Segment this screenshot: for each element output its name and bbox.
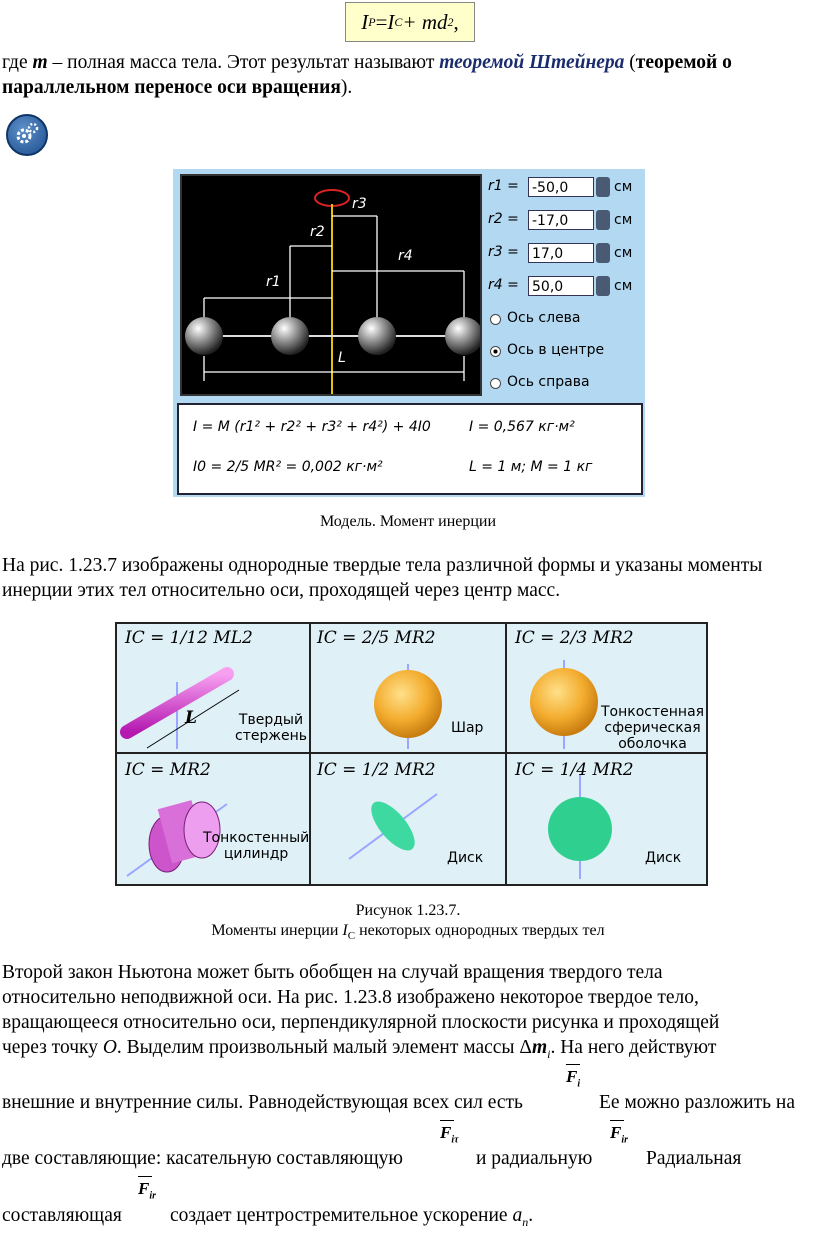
rod-label: Твердый стержень	[235, 712, 307, 744]
formula-I: I = M (r1² + r2² + r3² + r4²) + 4I0	[193, 419, 431, 435]
vector-Fit: $F_{i\tau}$	[440, 1116, 459, 1145]
dim-r4-label: r4	[398, 248, 413, 264]
result-L-M: L = 1 м; M = 1 кг	[469, 459, 593, 475]
vector-Fi: $F_i$	[566, 1060, 580, 1089]
radio-axis-right-label: Ось справа	[507, 374, 590, 390]
vector-Fir: $F_{ir}$	[610, 1116, 628, 1145]
radio-axis-center-label: Ось в центре	[507, 342, 605, 358]
r3-label: r3 =	[488, 244, 519, 260]
para3-line7b: создает центростремительное ускорение $a_n$.	[170, 1205, 534, 1229]
para3-line6c: Радиальная	[646, 1148, 742, 1169]
figure-caption-title: Рисунок 1.23.7.	[355, 902, 461, 919]
r3-stepper[interactable]	[596, 243, 610, 263]
para3-line4: через точку O. Выделим произвольный малый элемент массы $\Delta m_i$. На него действуют	[2, 1037, 717, 1061]
para3-line3: вращающееся относительно оси, перпендикулярной плоскости рисунка и проходящей	[2, 1012, 720, 1033]
figure-caption-text: Моменты инерции $I_C$ некоторых однородных твердых тел	[211, 922, 605, 943]
ball-formula: IC = 2/5 MR2	[317, 628, 436, 648]
para3-line1: Второй закон Ньютона может быть обобщен на случай вращения твердого тела	[2, 962, 663, 983]
r4-unit: см	[614, 278, 633, 294]
disk1-label: Диск	[447, 850, 484, 866]
steiner-formula: I P = I C + md 2 ,	[345, 2, 475, 42]
radio-axis-right[interactable]	[490, 378, 501, 389]
paragraph-steiner: где m – полная масса тела. Этот результат называют теоремой Штейнера (теоремой о параллельном переносе оси вращения).	[2, 52, 732, 98]
r2-unit: см	[614, 212, 633, 228]
disk2-label: Диск	[645, 850, 682, 866]
r2-label: r2 =	[488, 211, 519, 227]
r4-input[interactable]: 50,0	[528, 276, 594, 296]
shell-label: Тонкостенная сферическая оболочка	[601, 704, 705, 752]
disk1-formula: IC = 1/2 MR2	[317, 760, 436, 780]
paragraph-figure-intro: На рис. 1.23.7 изображены однородные твердые тела различной формы и указаны моменты инерции этих тел относительно оси, проходящей через центр масс.	[2, 555, 763, 601]
ball-4	[445, 317, 480, 355]
para3-line6a: две составляющие: касательную составляющую	[2, 1148, 403, 1169]
disk2-formula: IC = 1/4 MR2	[515, 760, 634, 780]
r1-stepper[interactable]	[596, 177, 610, 197]
shell-formula: IC = 2/3 MR2	[515, 628, 634, 648]
radio-axis-left[interactable]	[490, 314, 501, 325]
rod-length-label: L	[185, 708, 197, 728]
r1-unit: см	[614, 179, 633, 195]
dim-r3-label: r3	[352, 196, 367, 212]
ball-2	[271, 317, 309, 355]
r2-stepper[interactable]	[596, 210, 610, 230]
gear-icon[interactable]	[6, 114, 48, 156]
para3-line5b: Ее можно разложить на	[599, 1092, 795, 1113]
r3-input[interactable]: 17,0	[528, 243, 594, 263]
para3-line5a: внешние и внутренние силы. Равнодействующая всех сил есть	[2, 1092, 523, 1113]
r4-label: r4 =	[488, 277, 519, 293]
vector-Fir-2: $F_{ir}$	[138, 1172, 156, 1201]
r3-unit: см	[614, 245, 633, 261]
para3-line2: относительно неподвижной оси. На рис. 1.23.8 изображено некоторое твердое тело,	[2, 987, 699, 1008]
moments-figure	[115, 622, 708, 886]
dim-r2-label: r2	[310, 224, 325, 240]
rod-formula: IC = 1/12 ML2	[125, 628, 253, 648]
dim-L-label: L	[338, 350, 346, 366]
ball-label: Шар	[451, 720, 484, 736]
formula-panel	[177, 403, 643, 495]
radio-axis-center[interactable]	[490, 346, 501, 357]
para3-line7a: составляющая	[2, 1205, 122, 1226]
r2-input[interactable]: -17,0	[528, 210, 594, 230]
caption-model: Модель. Момент инерции	[319, 513, 497, 530]
result-I: I = 0,567 кг·м²	[469, 419, 575, 435]
theorem-link: теоремой Штейнера	[439, 52, 625, 73]
dim-r1-label: r1	[266, 274, 281, 290]
r1-label: r1 =	[488, 178, 519, 194]
r4-stepper[interactable]	[596, 276, 610, 296]
formula-I0: I0 = 2/5 MR² = 0,002 кг·м²	[193, 459, 383, 475]
ball-1	[185, 317, 223, 355]
r1-input[interactable]: -50,0	[528, 177, 594, 197]
cylinder-formula: IC = MR2	[125, 760, 211, 780]
model-canvas	[180, 174, 482, 396]
ball-3	[358, 317, 396, 355]
cylinder-label: Тонкостенный цилиндр	[203, 830, 310, 862]
para3-line6b: и радиальную	[476, 1148, 593, 1169]
radio-axis-left-label: Ось слева	[507, 310, 581, 326]
